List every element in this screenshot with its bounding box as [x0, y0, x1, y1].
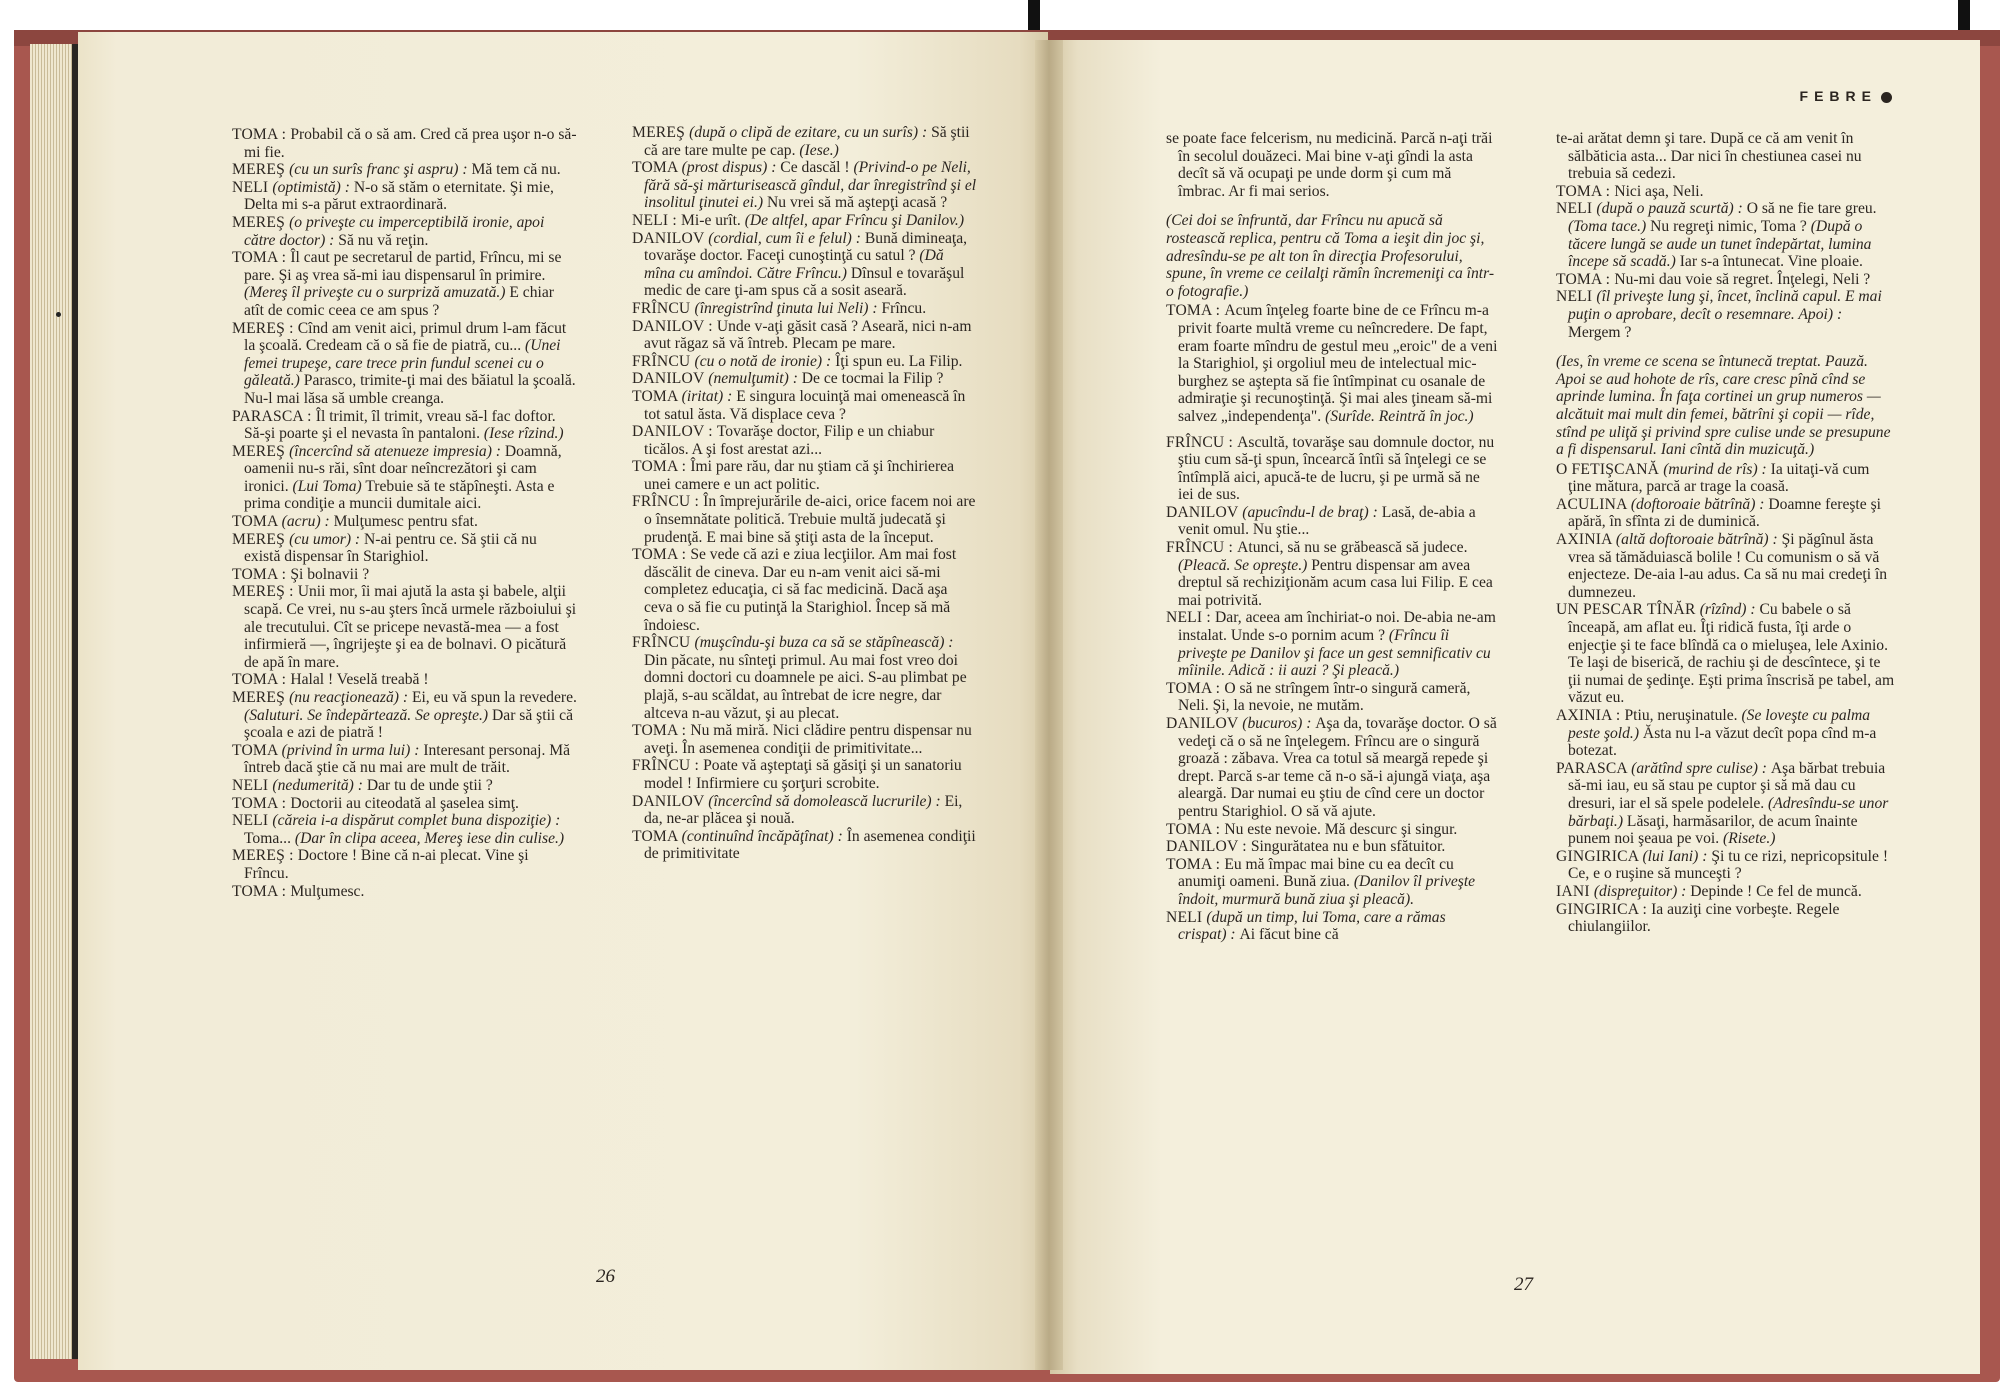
- running-title: FEBRE: [1799, 88, 1877, 104]
- dialogue-line: [1166, 680, 1498, 715]
- speaker-name: TOMA :: [632, 458, 691, 476]
- speaker-name: TOMA: [632, 387, 682, 405]
- dialogue-text: Doamnă, oamenii nu-s răi, sînt doar neîncrezători şi cam ironici.: [244, 442, 562, 495]
- dialogue-line: [232, 513, 577, 531]
- dialogue-text: E singura locuinţă mai omenească în tot satul ăsta. Vă displace ceva ?: [644, 387, 966, 423]
- dialogue-text: Frîncu.: [881, 299, 927, 317]
- dialogue-text: În împrejurările de-aici, orice facem noi are o însemnătate politică. Trebuie multă judecată şi prudenţă. E mai bine să ştiţi asta de la început.: [644, 493, 976, 546]
- dialogue-text: Iar s-a întunecat. Vine ploaie.: [1675, 253, 1863, 271]
- dialogue-line: [1166, 821, 1498, 839]
- dialogue-text: În asemenea condiţii de primitivitate: [644, 827, 976, 863]
- speaker-name: NELI: [232, 812, 273, 830]
- speaker-name: TOMA: [232, 741, 282, 759]
- dialogue-text: Unii mor, îi mai ajută la asta şi babele, alţii scapă. Ce vrei, nu s-au şters încă urmele războiului şi ale trecutului. Cît se pricepe nevastă-mea — a fost infirmieră —, îngrijeşte şi ea de bolnavi. O picătură de apă în mare.: [244, 583, 577, 671]
- dialogue-line: [632, 423, 977, 458]
- stage-direction-inline: (Se loveşte cu palma peste şold.): [1568, 707, 1871, 742]
- dialogue-line: [232, 583, 577, 671]
- dialogue-line: [632, 493, 977, 546]
- dialogue-text: Acum înţeleg foarte bine de ce Frîncu m-a privit foarte multă vreme cu neîncredere. De fapt, eram foarte mîndru de gestul meu „eroic" de a veni la Starighiol, şi orgoliul meu de intelectual mic-burghez se aştepta să fie întîmpinat cu osanale de admiraţie şi recunoştinţă. Şi mai ales ţineam să-mi salvez „independenţa".: [1178, 302, 1498, 425]
- speaker-name: TOMA :: [232, 565, 291, 583]
- speaker-name: TOMA :: [632, 546, 691, 564]
- dialogue-line: [232, 408, 577, 443]
- dialogue-line: [232, 179, 577, 214]
- stage-direction-inline: (altă doftoroaie bătrînă) :: [1615, 531, 1782, 549]
- dialogue-line: [1556, 288, 1896, 341]
- speaker-name: FRÎNCU :: [632, 493, 704, 511]
- stage-direction-inline: (încercînd să domolească lucrurile) :: [708, 792, 945, 810]
- speaker-name: AXINIA: [1556, 531, 1616, 549]
- stage-direction-inline: (după o pauză scurtă) :: [1596, 200, 1747, 218]
- stage-direction-inline: (Frîncu îi priveşte pe Danilov şi face un gest semnificativ cu mîinile. Adică : ii auzi ? Şi pleacă.): [1178, 627, 1491, 680]
- dialogue-line: [632, 370, 977, 388]
- dialogue-text: Unde v-aţi găsit casă ? Aseară, nici n-am avut răgaz să vă întreb. Plecam pe mare.: [644, 317, 972, 353]
- speaker-name: MEREŞ: [232, 530, 290, 548]
- speaker-name: TOMA :: [232, 794, 291, 812]
- speaker-name: DANILOV :: [632, 423, 717, 441]
- dialogue-text: Să ştii că are tare multe pe cap.: [644, 124, 970, 159]
- dialogue-line: [632, 124, 977, 159]
- stage-direction-inline: (iritat) :: [681, 387, 737, 405]
- speaker-name: TOMA :: [232, 126, 291, 143]
- dialogue-text: Dînsul e tovarăşul medic de care ţi-am spus că a sosit aseară.: [644, 264, 965, 300]
- speaker-name: NELI: [1556, 200, 1597, 218]
- stage-direction-inline: (apucîndu-l de braţ) :: [1242, 503, 1382, 521]
- stage-direction-inline: (continuînd încăpăţînat) :: [681, 827, 847, 845]
- stage-direction-inline: (Toma tace.): [1568, 217, 1647, 235]
- text-column-1: [232, 126, 577, 900]
- dialogue-text: Eu mă împac mai bine cu ea decît cu anumiţi oameni. Bună ziua.: [1178, 855, 1454, 891]
- dialogue-text: Doctore ! Bine că n-ai plecat. Vine şi Frîncu.: [244, 847, 529, 882]
- dialogue-text: Şi tu ce rizi, nepricopsitule ! Ce, e o ruşine să munceşti ?: [1568, 847, 1889, 883]
- dialogue-text: Pentru dispensar am avea dreptul să rechiziţionăm acum casa lui Filip. E cea mai potrivită.: [1178, 556, 1493, 609]
- speaker-name: FRÎNCU :: [1166, 433, 1238, 451]
- speaker-name: MEREŞ: [232, 213, 290, 231]
- dialogue-text: Aşa bărbat trebuia să-mi iau, eu să stau pe cuptor şi să mă dau cu dresuri, iar el să spele podelele.: [1568, 759, 1886, 812]
- dialogue-line: [1166, 838, 1498, 856]
- dialogue-line: [1166, 434, 1498, 504]
- speaker-name: TOMA :: [232, 671, 291, 689]
- dialogue-text: N-ai pentru ce. Să ştii că nu există dispensar în Starighiol.: [244, 530, 537, 566]
- stage-direction-inline: (Adresîndu-se unor bărbaţi.): [1568, 794, 1889, 830]
- speaker-name: TOMA :: [232, 249, 291, 267]
- speaker-name: TOMA: [632, 159, 682, 177]
- speaker-name: TOMA: [232, 513, 282, 531]
- dialogue-text: Se vede că azi e ziua lecţiilor. Am mai fost dăscălit de cineva. Dar eu n-am venit aici să-mi completez educaţia, ci să fac medicină. Dacă aşa ceva o să fie cu putinţă la Starighiol. Încep să mă îndoiesc.: [644, 546, 957, 634]
- speaker-name: MEREŞ :: [232, 583, 298, 601]
- speaker-name: FRÎNCU: [632, 299, 695, 317]
- dialogue-line: [632, 546, 977, 634]
- dialogue-text: Atunci, să nu se grăbească să judece.: [1237, 539, 1468, 557]
- dialogue-line: [232, 883, 577, 901]
- dialogue-text: se poate face felcerism, nu medicină. Parcă n-aţi trăi în secolul douăzeci. Mai bine v-aţi gîndi la asta decît să vă ocupaţi pe unde dorm şi cum mă îmbrac. Ar fi mai serios.: [1166, 130, 1493, 200]
- dialogue-text: Ascultă, tovarăşe sau domnule doctor, nu ştiu cum să-ţi spun, încearcă întîi să înţelegi ce se întîmplă aici, apucă-te de lucru, şi pe urmă să ne iei de sus.: [1178, 433, 1495, 504]
- speaker-name: NELI: [232, 178, 273, 196]
- dialogue-text: Ei, eu vă spun la revedere.: [411, 689, 577, 706]
- dialogue-line: [632, 828, 977, 863]
- speaker-name: UN PESCAR TÎNĂR: [1556, 601, 1700, 619]
- dialogue-line: [232, 812, 577, 847]
- dialogue-line: [1556, 183, 1896, 201]
- dialogue-text: Parasco, trimite-ţi mai des băiatul la şcoală. Nu-l mai lăsa să umble creanga.: [244, 372, 576, 407]
- speaker-name: DANILOV :: [1166, 838, 1251, 856]
- dialogue-text: Lasă, de-abia a venit omul. Nu ştie...: [1178, 503, 1476, 539]
- dialogue-line: [232, 742, 577, 777]
- dialogue-line: [1556, 601, 1896, 707]
- stage-direction-inline: (Lui Toma): [292, 477, 362, 495]
- stage-direction-inline: (cu umor) :: [289, 530, 365, 548]
- speaker-name: TOMA :: [232, 882, 291, 900]
- stage-direction-inline: (îl priveşte lung şi, încet, înclină capul. E mai puţin o aprobare, decît o resemnare. Apoi) :: [1568, 288, 1882, 323]
- dialogue-text: Din păcate, nu sînteţi primul. Au mai fost vreo doi domni doctori cu doamnele pe aici. S-au plimbat pe plajă, s-au scăldat, au întrebat de icre negre, dar altceva n-au văzut, şi au plecat.: [644, 651, 967, 722]
- page-number-right: 27: [1514, 1274, 1533, 1295]
- dialogue-line: [232, 671, 577, 689]
- speaker-name: TOMA :: [1556, 270, 1615, 288]
- text-column-2: [632, 124, 977, 863]
- dialogue-text: Nu regreţi nimic, Toma ?: [1646, 217, 1811, 235]
- dialogue-line: [632, 722, 977, 757]
- stage-direction: [1166, 212, 1498, 300]
- dialogue-line: [1556, 760, 1896, 848]
- dialogue-line: [1556, 200, 1896, 270]
- speaker-name: DANILOV: [632, 370, 709, 388]
- dialogue-line: [232, 847, 577, 882]
- stage-direction-inline: (Mereş îl priveşte cu o surpriză amuzată.): [244, 284, 506, 302]
- dialogue-text: Nu este nevoie. Mă descurc şi singur.: [1224, 820, 1458, 838]
- stage-direction-text: (Cei doi se înfruntă, dar Frîncu nu apucă să rostească replica, pentru că Toma a ieşit din joc şi, adresîndu-se pe alt ton în direcţia Profesorului, spune, în vreme ce ceilalţi rămîn încremeniţi ca într-o fotografie.): [1166, 212, 1495, 300]
- scanner-edge-mark: [1958, 0, 1970, 32]
- dialogue-text: Bună dimineaţa, tovarăşe doctor. Faceţi cunoştinţă cu satul ?: [644, 229, 968, 265]
- dialogue-text: Doctorii au citeodată al şaselea simţ.: [290, 794, 519, 812]
- speaker-name: O FETIŞCANĂ: [1556, 460, 1664, 478]
- speaker-name: NELI: [1166, 908, 1207, 926]
- dialogue-text: Mă tem că nu.: [471, 161, 561, 179]
- dialogue-line: [1166, 856, 1498, 909]
- dialogue-text: Mulţumesc.: [290, 882, 365, 900]
- speaker-name: FRÎNCU :: [1166, 539, 1238, 557]
- speaker-name: TOMA :: [1556, 182, 1615, 200]
- stage-direction-inline: (cordial, cum îi e felul) :: [708, 229, 865, 247]
- speaker-name: TOMA: [632, 827, 682, 845]
- dialogue-line: [1556, 496, 1896, 531]
- dialogue-text: Nu mă miră. Nici clădire pentru dispensar nu aveţi. În asemenea condiţii de primitivitate...: [644, 722, 972, 757]
- stage-direction-inline: (nemulţumit) :: [708, 370, 802, 388]
- dialogue-text: Nu-mi dau voie să regret. Înţelegi, Neli ?: [1614, 270, 1871, 288]
- dialogue-line: [1166, 504, 1498, 539]
- text-column-3: [1166, 130, 1498, 944]
- dialogue-text: Ce dascăl !: [780, 159, 854, 177]
- stage-direction-text: (Ies, în vreme ce scena se întunecă treptat. Pauză. Apoi se aud hohote de rîs, care cresc pînă cînd se aprinde lumina. În faţa cortinei un grup numeros — alcătuit mai mult din femei, bătrîni şi copii — rîde, stînd pe uliţă şi privind spre culise unde se presupune a fi dispensarul. Iani cîntă din muzicuţă.): [1556, 353, 1891, 459]
- dialogue-line: [632, 159, 977, 212]
- stage-direction-inline: (cu o notă de ironie) :: [694, 352, 836, 370]
- stage-direction-inline: (bucuros) :: [1242, 715, 1316, 732]
- dialogue-text: Dar tu de unde ştii ?: [366, 776, 493, 794]
- speaker-name: DANILOV :: [632, 317, 717, 335]
- dialogue-text: O să ne strîngem într-o singură cameră, Neli. Şi, la nevoie, ne mutăm.: [1178, 679, 1471, 715]
- speaker-name: DANILOV: [1166, 503, 1243, 521]
- dialogue-text: Ia uitaţi-vă cum ţine mătura, parcă ar trage la coasă.: [1568, 460, 1870, 496]
- speaker-name: PARASCA :: [232, 407, 316, 425]
- dialogue-line: [232, 531, 577, 566]
- dialogue-text: Nici aşa, Neli.: [1614, 182, 1704, 200]
- stage-direction-inline: (Pleacă. Se opreşte.): [1178, 556, 1308, 574]
- stage-direction-inline: (Privind-o pe Neli, fără să-şi mărturisească gîndul, dar înregistrînd şi el insolitul ţinutei ei.): [644, 159, 977, 212]
- dialogue-line: [1556, 531, 1896, 601]
- dialogue-line: [1166, 715, 1498, 821]
- dialogue-line: [1166, 302, 1498, 425]
- speaker-name: MEREŞ: [632, 124, 690, 141]
- continued-text: [1556, 130, 1896, 183]
- speaker-name: MEREŞ: [232, 161, 290, 179]
- speaker-name: MEREŞ: [232, 442, 290, 460]
- speaker-name: NELI :: [1166, 609, 1216, 627]
- stage-direction-inline: (De altfel, apar Frîncu şi Danilov.): [744, 211, 965, 229]
- scanner-edge-mark: [1028, 0, 1040, 32]
- dialogue-text: Aşa da, tovarăşe doctor. O să vedeţi că o să ne înţelegem. Frîncu are o singură groază : zăbava. Vrea ca totul să meargă repede şi drept. Parcă s-ar teme că n-o să-i ajungă viaţa, aşa aleargă. Dar numai eu ştiu de cînd cere un doctor pentru Starighiol. O să vă ajute.: [1178, 715, 1497, 820]
- speaker-name: TOMA :: [632, 722, 691, 740]
- dialogue-text: E chiar atît de comic ceea ce am spus ?: [244, 284, 554, 319]
- speaker-name: FRÎNCU: [632, 634, 695, 652]
- dialogue-line: [632, 318, 977, 353]
- stage-direction-inline: (muşcîndu-şi buza ca să se stăpînească) :: [694, 634, 954, 652]
- speaker-name: NELI: [1556, 288, 1597, 306]
- speaker-name: GINGIRICA :: [1556, 900, 1652, 918]
- speaker-name: NELI: [232, 776, 273, 794]
- dialogue-text: Toma...: [244, 829, 295, 847]
- speaker-name: TOMA :: [1166, 820, 1225, 838]
- dialogue-line: [232, 566, 577, 584]
- dialogue-text: O să ne fie tare greu.: [1746, 200, 1877, 218]
- dialogue-text: Mi-e urît.: [681, 211, 745, 229]
- continued-text: [1166, 130, 1498, 200]
- stage-direction-inline: (prost dispus) :: [681, 159, 781, 177]
- speaker-name: MEREŞ :: [232, 319, 298, 337]
- dialogue-text: te-ai arătat demn şi tare. După ce că am venit în sălbăticia asta... Dar nici în chestiunea casei nu trebuia să cedezi.: [1556, 130, 1862, 183]
- dialogue-line: [632, 793, 977, 828]
- stage-direction-inline: (Surîde. Reintră în joc.): [1325, 407, 1474, 425]
- stage-direction-inline: (Dă mîna cu amîndoi. Către Frîncu.): [644, 247, 944, 282]
- dialogue-text: Ei, da, ne-ar plăcea şi nouă.: [644, 792, 963, 828]
- dialogue-text: Şi păgînul ăsta vrea să tămăduiască bolile ! Cu comunism o să vă enjecteze. De-aia l-au adus. Ca să nu mai credeţi în dumnezeu.: [1568, 531, 1888, 601]
- dialogue-text: Depinde ! Ce fel de muncă.: [1690, 882, 1862, 900]
- dialogue-line: [1556, 707, 1896, 760]
- dialogue-text: Să nu vă reţin.: [338, 231, 429, 249]
- dialogue-text: Poate vă aşteptaţi să găsiţi şi un sanatoriu model ! Infirmiere cu şorţuri scrobite.: [644, 757, 962, 792]
- stage-direction-inline: (Dar în clipa aceea, Mereş iese din culise.): [294, 829, 565, 847]
- stage-direction-inline: (Risete.): [1723, 830, 1776, 848]
- stage-direction-inline: (Iese rîzind.): [483, 425, 564, 443]
- stage-direction-inline: (arătînd spre culise) :: [1631, 759, 1771, 777]
- stage-direction-inline: (dispreţuitor) :: [1593, 882, 1691, 900]
- speaker-name: TOMA :: [1166, 302, 1225, 320]
- dialogue-text: Trebuie să te stăpîneşti. Asta e prima condiţie a muncii dumitale aici.: [244, 477, 555, 513]
- speaker-name: DANILOV: [1166, 715, 1243, 732]
- speaker-name: DANILOV: [632, 229, 709, 247]
- dialogue-line: [1556, 271, 1896, 289]
- stage-direction-inline: (După o tăcere lungă se aude un tunet îndepărtat, lumina începe să scadă.): [1568, 217, 1872, 271]
- dialogue-text: Mergem ?: [1568, 323, 1632, 341]
- dialogue-line: [632, 388, 977, 423]
- speaker-name: DANILOV: [632, 792, 709, 810]
- dialogue-text: Cu babele o să înceapă, am aflat eu. Îţi ridică fusta, îţi arde o enjecţie şi te face blîndă ca o mieluşea, lele Axinio. Te laşi de biserică, de rachiu şi de descîntece, şi te ţii numai de şedinţe. Eşti prima înscrisă pe tabel, am văzut eu.: [1568, 601, 1895, 707]
- dialogue-text: Ptiu, neruşinatule.: [1624, 707, 1742, 724]
- dialogue-line: [232, 777, 577, 795]
- dialogue-text: Îţi spun eu. La Filip.: [835, 352, 963, 370]
- dialogue-line: [232, 320, 577, 408]
- dialogue-text: Mulţumesc pentru sfat.: [333, 513, 478, 531]
- stage-direction-inline: (încercînd să atenueze impresia) :: [289, 442, 505, 460]
- dialogue-line: [632, 458, 977, 493]
- dialogue-text: Singurătatea nu e bun sfătuitor.: [1250, 838, 1446, 856]
- speaker-name: PARASCA: [1556, 759, 1632, 777]
- stage-direction-inline: (după o clipă de ezitare, cu un surîs) :: [689, 124, 932, 141]
- dialogue-line: [632, 212, 977, 230]
- dialogue-line: [1166, 609, 1498, 679]
- dust-speck: [56, 312, 61, 317]
- dialogue-line: [1556, 883, 1896, 901]
- dialogue-text: Îmi pare rău, dar nu ştiam că şi închirierea unei camere e un act politic.: [644, 458, 954, 493]
- bullet-icon: [1881, 92, 1892, 103]
- speaker-name: TOMA :: [1166, 855, 1225, 873]
- speaker-name: MEREŞ: [232, 689, 290, 706]
- stage-direction-inline: (Saluturi. Se îndepărtează. Se opreşte.): [244, 706, 489, 724]
- dialogue-line: [232, 126, 577, 161]
- book-gutter: [1035, 40, 1063, 1370]
- speaker-name: ACULINA: [1556, 495, 1631, 513]
- dialogue-text: Cînd am venit aici, primul drum l-am făcut la şcoală. Credeam că o să fie de piatră, cu...: [244, 319, 567, 355]
- stage-direction-inline: (înregistrînd ţinuta lui Neli) :: [694, 299, 882, 317]
- stage-direction-inline: (rîzînd) :: [1699, 601, 1760, 619]
- dialogue-text: Lăsaţi, harmăsarilor, de acum înainte punem noi şeaua pe voi.: [1568, 812, 1858, 848]
- dialogue-text: Îl trimit, îl trimit, vreau să-l fac doftor. Să-şi poarte şi el nevasta în pantaloni.: [244, 407, 556, 443]
- dialogue-line: [232, 161, 577, 179]
- dialogue-text: Probabil că o să am. Cred că prea uşor n-o să-mi fie.: [244, 126, 577, 161]
- stage-direction-inline: (Unei femei trupeşe, care trece prin fundul scenei cu o găleată.): [244, 337, 561, 390]
- speaker-name: FRÎNCU: [632, 352, 695, 370]
- dialogue-line: [632, 757, 977, 792]
- dialogue-text: Interesant personaj. Mă întreb dacă ştie că nu mai are mult de trăit.: [244, 741, 571, 777]
- dialogue-text: De ce tocmai la Filip ?: [801, 370, 944, 388]
- dialogue-text: Îl caut pe secretarul de partid, Frîncu, mi se pare. Şi aş vrea să-mi iau dispensarul în primire.: [244, 249, 562, 284]
- stage-direction-inline: (murind de rîs) :: [1663, 460, 1771, 478]
- dialogue-text: Ăsta nu l-a văzut decît popa cînd m-a botezat.: [1568, 724, 1877, 760]
- stage-direction-inline: (nedumerită) :: [272, 776, 367, 794]
- stage-direction-inline: (căreia i-a dispărut complet buna dispoziţie) :: [272, 812, 561, 830]
- dialogue-text: Dar să ştii că şcoala e azi de piatră !: [244, 706, 573, 742]
- speaker-name: AXINIA :: [1556, 707, 1625, 724]
- speaker-name: IANI: [1556, 882, 1594, 900]
- text-column-4: [1556, 130, 1896, 936]
- dialogue-line: [232, 443, 577, 513]
- dialogue-line: [632, 634, 977, 722]
- speaker-name: MEREŞ :: [232, 847, 298, 865]
- speaker-name: NELI :: [632, 211, 682, 229]
- page-number-left: 26: [596, 1266, 615, 1287]
- dialogue-line: [1556, 901, 1896, 936]
- dialogue-line: [1556, 848, 1896, 883]
- dialogue-line: [632, 300, 977, 318]
- stage-direction-inline: (privind în urma lui) :: [281, 741, 424, 759]
- dialogue-line: [232, 689, 577, 742]
- dialogue-line: [1166, 539, 1498, 609]
- dialogue-line: [232, 795, 577, 813]
- stage-direction-inline: (o priveşte cu imperceptibilă ironie, apoi către doctor) :: [244, 213, 545, 249]
- dialogue-line: [232, 249, 577, 319]
- stage-direction-inline: (optimistă) :: [272, 178, 354, 196]
- dialogue-text: Dar, aceea am închiriat-o noi. De-abia ne-am instalat. Unde s-o pornim acum ?: [1178, 609, 1496, 645]
- dialogue-line: [232, 214, 577, 249]
- dialogue-text: N-o să stăm o eternitate. Şi mie, Delta mi s-a părut extraordinară.: [244, 178, 554, 214]
- stage-direction-inline: (doftoroaie bătrînă) :: [1630, 495, 1769, 513]
- dialogue-text: Halal ! Veselă treabă !: [290, 671, 429, 689]
- dialogue-line: [632, 353, 977, 371]
- speaker-name: FRÎNCU :: [632, 757, 704, 775]
- dialogue-text: Nu vrei să mă aştepţi acasă ?: [763, 194, 948, 212]
- stage-direction-inline: (nu reacţionează) :: [289, 689, 412, 706]
- running-header: [1800, 88, 1892, 104]
- dialogue-line: [1556, 461, 1896, 496]
- stage-direction-inline: (cu un surîs franc şi aspru) :: [289, 161, 472, 179]
- stage-direction: [1556, 353, 1896, 459]
- dialogue-line: [632, 230, 977, 300]
- stage-direction-inline: (Danilov îl priveşte îndoit, murmură bună ziua şi pleacă).: [1178, 873, 1476, 908]
- dialogue-text: Ai făcut bine că: [1239, 926, 1339, 944]
- speaker-name: TOMA :: [1166, 679, 1225, 697]
- dialogue-text: Tovarăşe doctor, Filip e un chiabur ticălos. A şi fost arestat azi...: [644, 423, 935, 458]
- dialogue-line: [1166, 909, 1498, 944]
- dialogue-text: Şi bolnavii ?: [290, 565, 370, 583]
- stage-direction-inline: (după un timp, lui Toma, care a rămas crispat) :: [1178, 908, 1446, 944]
- dialogue-text: Ia auziţi cine vorbeşte. Regele chiulangiilor.: [1568, 900, 1840, 936]
- stage-direction-inline: (lui Iani) :: [1642, 847, 1712, 865]
- stage-direction-inline: (Iese.): [799, 141, 839, 159]
- page-edges: [30, 44, 74, 1359]
- dialogue-text: Doamne fereşte şi apără, în sfînta zi de duminică.: [1568, 495, 1881, 531]
- speaker-name: GINGIRICA: [1556, 847, 1643, 865]
- stage-direction-inline: (acru) :: [281, 513, 334, 531]
